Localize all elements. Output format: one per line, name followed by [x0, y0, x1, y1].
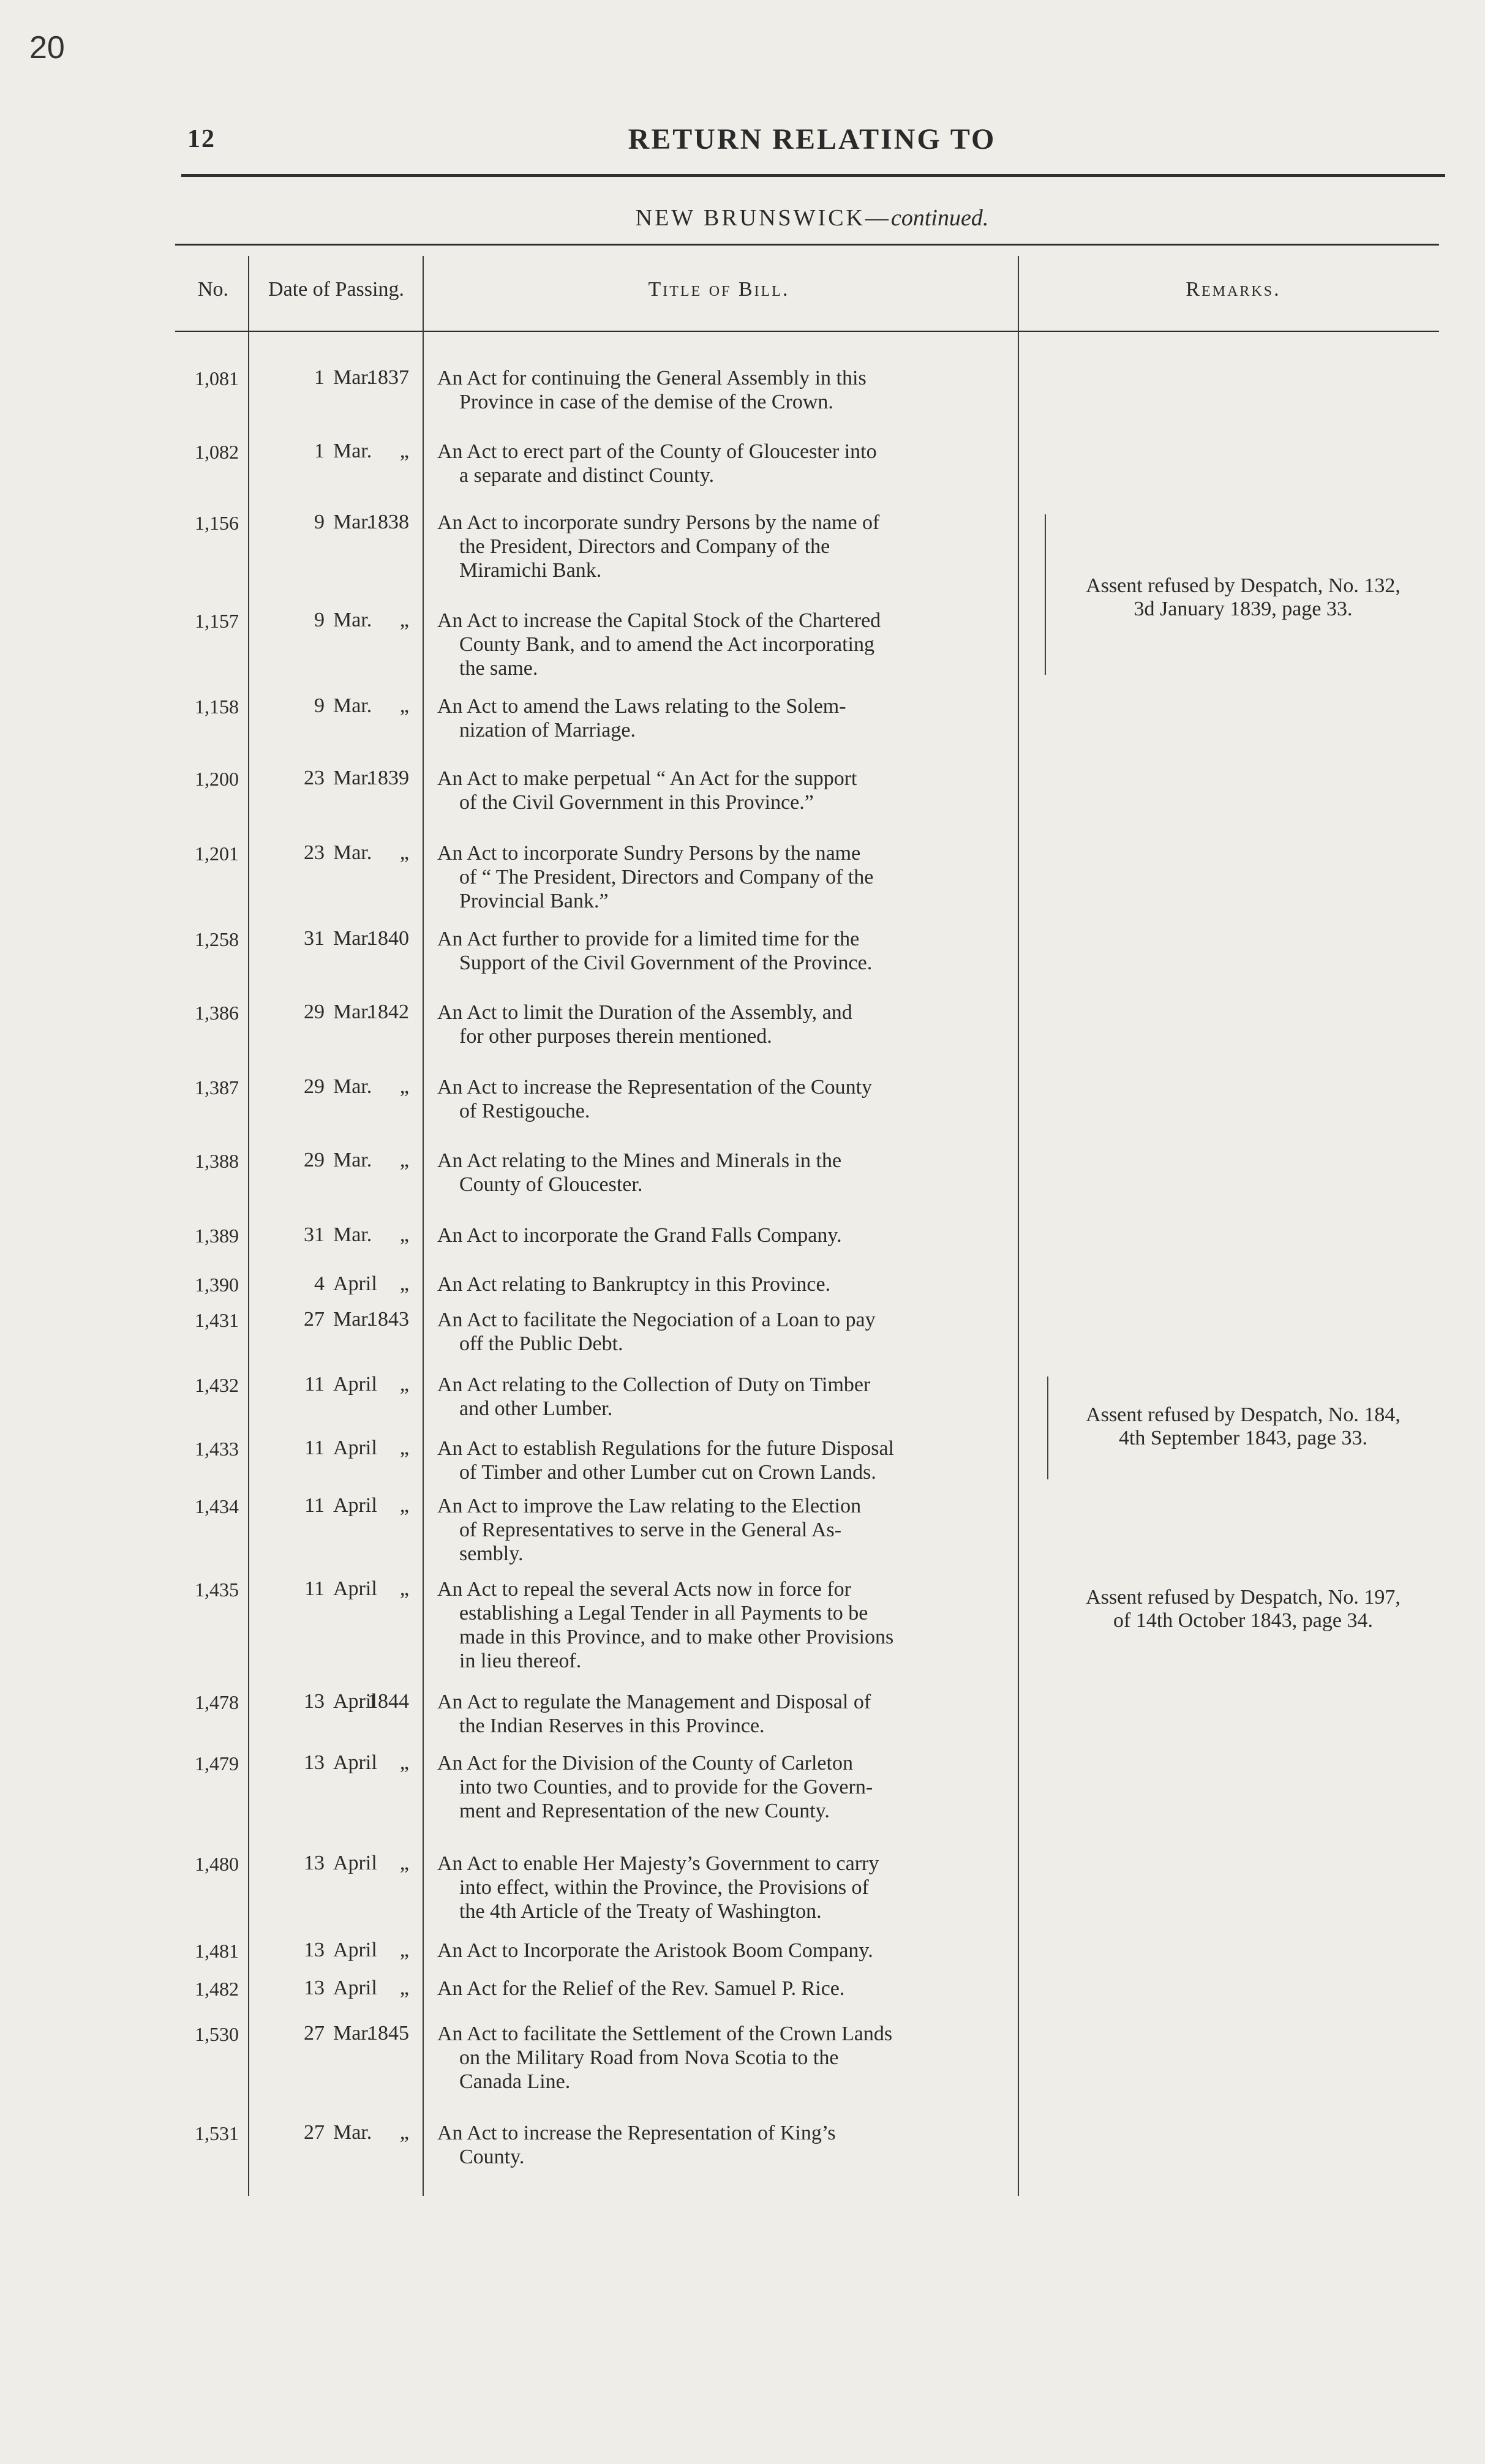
bill-title-line: An Act to increase the Representation of King’s: [437, 2122, 836, 2144]
date-day: 13: [304, 1977, 325, 1999]
bill-title-line: An Act to improve the Law relating to the Election: [437, 1495, 862, 1517]
bill-number: 1,481: [195, 1940, 239, 1962]
date-day: 27: [304, 1308, 325, 1331]
date-day: 13: [304, 1751, 325, 1774]
bill-number: 1,433: [195, 1438, 239, 1460]
date-month: Mar.: [333, 1075, 372, 1098]
bill-title-line: Support of the Civil Government of the Province.: [459, 952, 873, 974]
bill-title-line: of Restigouche.: [459, 1100, 590, 1122]
bill-title-line: An Act to repeal the several Acts now in force for: [437, 1578, 851, 1601]
bill-title-line: Provincial Bank.”: [459, 890, 609, 912]
date-year: „: [399, 1852, 409, 1874]
date-year: 1844: [367, 1690, 409, 1713]
bill-title-line: An Act to establish Regulations for the future Disposal: [437, 1437, 894, 1460]
date-month: April: [333, 1373, 377, 1395]
date-month: Mar.: [333, 694, 372, 717]
bill-title: [437, 1977, 1006, 2000]
bill-number: 1,480: [195, 1853, 239, 1875]
bill-title-line: the same.: [459, 657, 538, 680]
date-year: „: [399, 1939, 409, 1961]
date-day: 31: [304, 927, 325, 950]
bill-number: 1,434: [195, 1495, 239, 1517]
date-year: „: [399, 1494, 409, 1517]
bill-title: [437, 609, 1006, 680]
date-day: 4: [314, 1272, 325, 1295]
column-divider-no: [248, 256, 249, 2196]
bill-title-line: An Act to erect part of the County of Gloucester into: [437, 440, 877, 463]
column-header-remarks: Remarks.: [1186, 278, 1281, 301]
bill-title-line: An Act for continuing the General Assembly in this: [437, 367, 867, 389]
date-month: April: [333, 1494, 377, 1517]
page-title: RETURN RELATING TO: [628, 123, 996, 156]
bill-title-line: made in this Province, and to make other Provisions: [459, 1626, 894, 1648]
bill-title-line: County.: [459, 2146, 525, 2168]
bill-number: 1,479: [195, 1752, 239, 1775]
date-day: 9: [314, 694, 325, 717]
remark-2-line-2: 4th September 1843, page 33.: [1118, 1427, 1368, 1449]
bill-title: [437, 1437, 1006, 1484]
bill-title-line: into effect, within the Province, the Provisions of: [459, 1876, 869, 1899]
date-year: „: [399, 1577, 409, 1600]
bill-title-line: sembly.: [459, 1542, 524, 1565]
date-year: „: [399, 841, 409, 864]
date-month: Mar.: [333, 2022, 372, 2045]
scan-page-number: 20: [29, 30, 65, 66]
date-year: „: [399, 1373, 409, 1395]
date-day: 29: [304, 1149, 325, 1171]
column-header-title: Title of Bill.: [648, 278, 790, 301]
bill-title: [437, 1690, 1006, 1738]
date-month: April: [333, 1939, 377, 1961]
remark-1: [1035, 574, 1451, 621]
bill-title-line: An Act to limit the Duration of the Assembly, and: [437, 1001, 852, 1024]
bill-number: 1,158: [195, 696, 239, 718]
date-day: 29: [304, 1001, 325, 1023]
date-day: 31: [304, 1223, 325, 1246]
bill-title: [437, 440, 1006, 487]
date-year: „: [399, 1075, 409, 1098]
bill-title-line: for other purposes therein mentioned.: [459, 1025, 772, 1048]
date-month: Mar.: [333, 2121, 372, 2144]
remark-2: [1035, 1403, 1451, 1450]
date-year: 1842: [367, 1001, 409, 1023]
date-year: „: [399, 1272, 409, 1295]
date-month: April: [333, 1690, 377, 1713]
bill-title: [437, 1751, 1006, 1823]
date-day: 13: [304, 1852, 325, 1874]
date-year: 1840: [367, 927, 409, 950]
bill-title-line: the 4th Article of the Treaty of Washington.: [459, 1900, 822, 1923]
column-divider-title: [1018, 256, 1019, 2196]
bill-title-line: on the Military Road from Nova Scotia to the: [459, 2046, 839, 2069]
bill-title-line: nization of Marriage.: [459, 719, 636, 742]
bill-title: [437, 1272, 1006, 1296]
bill-number: 1,390: [195, 1274, 239, 1296]
bill-number: 1,200: [195, 768, 239, 790]
bill-title: [437, 927, 1006, 975]
remark-1-line-2: 3d January 1839, page 33.: [1133, 598, 1353, 620]
bill-title-line: off the Public Debt.: [459, 1332, 623, 1355]
bill-number: 1,432: [195, 1374, 239, 1396]
bill-title: [437, 841, 1006, 913]
bill-title: [437, 511, 1006, 582]
bill-title-line: of the Civil Government in this Province.”: [459, 791, 814, 814]
date-month: Mar.: [333, 1223, 372, 1246]
bill-title: [437, 1075, 1006, 1123]
bill-title-line: the Indian Reserves in this Province.: [459, 1715, 765, 1737]
bill-number: 1,081: [195, 367, 239, 389]
bill-title: [437, 1939, 1006, 1963]
bill-title-line: and other Lumber.: [459, 1397, 613, 1420]
bill-title-line: into two Counties, and to provide for the Govern-: [459, 1776, 873, 1798]
header-bottom-rule: [175, 331, 1439, 332]
bill-number: 1,156: [195, 512, 239, 534]
bill-title-line: Province in case of the demise of the Crown.: [459, 391, 833, 413]
bill-title-line: of Representatives to serve in the General As-: [459, 1519, 842, 1541]
date-month: April: [333, 1437, 377, 1459]
date-month: Mar.: [333, 767, 372, 789]
bill-title-line: a separate and distinct County.: [459, 464, 715, 487]
date-year: „: [399, 2121, 409, 2144]
bill-title-line: An Act to increase the Representation of the County: [437, 1076, 873, 1099]
bill-number: 1,431: [195, 1309, 239, 1331]
bill-number: 1,201: [195, 843, 239, 865]
date-day: 11: [304, 1494, 325, 1517]
bill-title-line: An Act to enable Her Majesty’s Government to carry: [437, 1852, 879, 1875]
date-year: „: [399, 1149, 409, 1171]
bill-title: [437, 2121, 1006, 2169]
column-header-date: Date of Passing.: [268, 278, 404, 301]
bill-number: 1,388: [195, 1150, 239, 1172]
date-year: 1838: [367, 511, 409, 533]
header-top-rule: [175, 244, 1439, 246]
bill-title-line: ment and Representation of the new County.: [459, 1800, 830, 1822]
bill-number: 1,386: [195, 1002, 239, 1024]
bill-title-line: An Act to facilitate the Negociation of a Loan to pay: [437, 1309, 876, 1331]
title-rule: [181, 174, 1445, 177]
date-year: 1843: [367, 1308, 409, 1331]
bill-number: 1,082: [195, 441, 239, 463]
date-day: 11: [304, 1373, 325, 1395]
bill-title-line: An Act relating to the Mines and Minerals in the: [437, 1149, 842, 1172]
bill-title-line: An Act to make perpetual “ An Act for the support: [437, 767, 857, 790]
date-month: Mar.: [333, 1149, 372, 1171]
bill-title: [437, 1308, 1006, 1356]
date-year: „: [399, 694, 409, 717]
column-divider-date: [423, 256, 424, 2196]
bill-title: [437, 767, 1006, 814]
remark-1-line-1: Assent refused by Despatch, No. 132,: [1086, 574, 1400, 597]
bill-title: [437, 1852, 1006, 1923]
section-subtitle: [181, 205, 1443, 231]
bill-title-line: the President, Directors and Company of the: [459, 535, 830, 558]
bill-title-line: An Act to incorporate sundry Persons by the name of: [437, 511, 880, 534]
date-day: 13: [304, 1690, 325, 1713]
date-day: 13: [304, 1939, 325, 1961]
bill-number: 1,530: [195, 2023, 239, 2045]
bill-title-line: An Act further to provide for a limited time for the: [437, 928, 860, 950]
remark-3-line-2: of 14th October 1843, page 34.: [1113, 1609, 1373, 1632]
date-year: „: [399, 1223, 409, 1246]
bill-title-line: An Act to increase the Capital Stock of the Chartered: [437, 609, 881, 632]
bill-title-line: Miramichi Bank.: [459, 559, 602, 582]
date-month: Mar.: [333, 511, 372, 533]
date-month: April: [333, 1272, 377, 1295]
bill-title: [437, 1001, 1006, 1048]
remark-3: [1035, 1586, 1451, 1632]
date-day: 27: [304, 2121, 325, 2144]
bill-title-line: Canada Line.: [459, 2070, 571, 2093]
bill-title-line: An Act for the Relief of the Rev. Samuel P. Rice.: [437, 1977, 845, 2000]
bill-number: 1,157: [195, 610, 239, 632]
date-month: April: [333, 1852, 377, 1874]
date-month: April: [333, 1977, 377, 1999]
bill-title: [437, 1149, 1006, 1196]
bill-number: 1,258: [195, 928, 239, 950]
date-month: Mar.: [333, 440, 372, 462]
bill-number: 1,435: [195, 1579, 239, 1601]
bill-title-line: An Act relating to Bankruptcy in this Province.: [437, 1273, 831, 1296]
date-day: 11: [304, 1577, 325, 1600]
bill-title: [437, 1373, 1006, 1421]
bill-title-line: An Act to facilitate the Settlement of the Crown Lands: [437, 2023, 893, 2045]
column-header-no: No.: [197, 278, 229, 301]
bill-title-line: An Act for the Division of the County of Carleton: [437, 1752, 853, 1775]
bill-number: 1,482: [195, 1978, 239, 2000]
remark-3-line-1: Assent refused by Despatch, No. 197,: [1086, 1586, 1400, 1609]
subtitle-main: NEW BRUNSWICK—: [635, 205, 891, 231]
date-year: „: [399, 1977, 409, 1999]
date-day: 29: [304, 1075, 325, 1098]
date-day: 9: [314, 609, 325, 631]
bill-number: 1,389: [195, 1225, 239, 1247]
date-day: 9: [314, 511, 325, 533]
bill-title-line: An Act to regulate the Management and Disposal of: [437, 1691, 871, 1713]
bill-number: 1,387: [195, 1076, 239, 1099]
bill-title-line: An Act to Incorporate the Aristook Boom Company.: [437, 1939, 873, 1962]
date-month: Mar.: [333, 927, 372, 950]
bill-title-line: An Act relating to the Collection of Duty on Timber: [437, 1373, 871, 1396]
date-day: 1: [314, 366, 325, 389]
date-year: „: [399, 609, 409, 631]
date-day: 27: [304, 2022, 325, 2045]
date-day: 11: [304, 1437, 325, 1459]
date-month: Mar.: [333, 1308, 372, 1331]
date-year: „: [399, 440, 409, 462]
bill-title: [437, 1494, 1006, 1566]
date-year: 1837: [367, 366, 409, 389]
date-year: „: [399, 1751, 409, 1774]
bill-title-line: County Bank, and to amend the Act incorporating: [459, 633, 874, 656]
date-month: Mar.: [333, 1001, 372, 1023]
bill-title: [437, 1577, 1006, 1673]
bill-title: [437, 366, 1006, 414]
date-year: 1845: [367, 2022, 409, 2045]
bill-title-line: County of Gloucester.: [459, 1173, 643, 1196]
bill-title: [437, 1223, 1006, 1247]
date-month: Mar.: [333, 609, 372, 631]
bill-title-line: of Timber and other Lumber cut on Crown Lands.: [459, 1461, 876, 1484]
date-month: April: [333, 1751, 377, 1774]
date-day: 23: [304, 767, 325, 789]
subtitle-continued: continued.: [891, 205, 989, 231]
date-year: „: [399, 1437, 409, 1459]
page-number: 12: [187, 125, 216, 153]
bill-number: 1,531: [195, 2122, 239, 2144]
date-month: April: [333, 1577, 377, 1600]
bill-title-line: in lieu thereof.: [459, 1650, 582, 1672]
date-day: 23: [304, 841, 325, 864]
date-month: Mar.: [333, 841, 372, 864]
bill-number: 1,478: [195, 1691, 239, 1713]
date-month: Mar.: [333, 366, 372, 389]
bill-title-line: establishing a Legal Tender in all Payments to be: [459, 1602, 868, 1625]
bill-title-line: An Act to incorporate the Grand Falls Company.: [437, 1224, 842, 1247]
date-day: 1: [314, 440, 325, 462]
bill-title: [437, 694, 1006, 742]
bill-title-line: An Act to incorporate Sundry Persons by the name: [437, 842, 861, 865]
date-year: 1839: [367, 767, 409, 789]
bill-title-line: of “ The President, Directors and Company of the: [459, 866, 874, 888]
bill-title-line: An Act to amend the Laws relating to the Solem-: [437, 695, 846, 718]
bill-title: [437, 2022, 1006, 2094]
remark-2-line-1: Assent refused by Despatch, No. 184,: [1086, 1403, 1400, 1426]
